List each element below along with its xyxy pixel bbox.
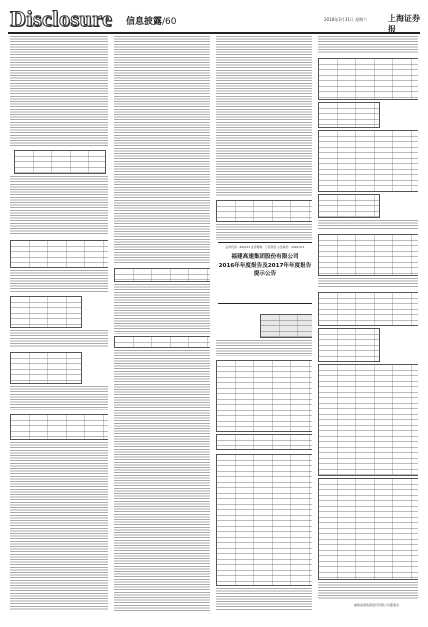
text-block — [318, 220, 418, 230]
text-block — [216, 36, 312, 196]
issue-date: 2018年3月31日 星期六 — [324, 17, 368, 22]
company-name: 福建高速集团股份有限公司 — [231, 254, 299, 260]
text-column-3 — [216, 36, 312, 611]
text-block — [10, 270, 108, 292]
text-column-1 — [10, 36, 108, 611]
announcement-header — [218, 242, 312, 304]
data-table — [114, 336, 210, 348]
data-table — [260, 314, 312, 338]
text-block — [10, 36, 108, 146]
data-table — [318, 292, 418, 326]
data-table — [318, 194, 380, 218]
data-table — [10, 352, 82, 384]
brand-logo: Disclosure — [10, 6, 113, 31]
announcement-code: 证券代码：600123 证券简称：兰花科创 公告编号：2018-011 — [225, 245, 305, 249]
text-block — [10, 330, 108, 348]
data-table — [318, 234, 418, 276]
masthead — [8, 4, 420, 34]
page-number: /60 — [162, 17, 177, 27]
data-table — [318, 478, 418, 580]
data-table — [14, 150, 106, 174]
data-table — [318, 328, 380, 362]
text-column-2 — [114, 36, 210, 611]
text-column-4 — [318, 36, 418, 611]
text-block — [10, 442, 108, 611]
text-block — [318, 582, 418, 600]
data-table — [114, 268, 210, 282]
data-table — [216, 434, 312, 450]
text-block — [114, 284, 210, 334]
data-table — [216, 200, 312, 222]
text-block — [114, 36, 210, 264]
data-table — [216, 360, 312, 432]
text-block — [318, 36, 418, 54]
text-block — [216, 340, 312, 356]
text-block — [114, 350, 210, 611]
section-title — [126, 14, 177, 27]
section-name: 信息披露 — [126, 17, 163, 27]
data-table — [10, 296, 82, 328]
text-block — [216, 224, 312, 240]
data-table — [318, 58, 418, 100]
text-block — [216, 588, 312, 611]
signature: 福建高速集团股份有限公司董事会 — [354, 603, 400, 607]
text-block — [10, 176, 108, 236]
announcement-title: 2016年年度报告及2017年年度报告提示公告 — [218, 263, 312, 277]
newspaper-name: 上海证券报 — [388, 13, 420, 34]
text-block — [10, 386, 108, 410]
data-table — [216, 454, 312, 586]
data-table — [318, 102, 380, 128]
data-table — [10, 414, 108, 440]
text-block — [318, 278, 418, 288]
data-table — [318, 130, 418, 192]
data-table — [318, 364, 418, 476]
data-table — [10, 240, 108, 268]
